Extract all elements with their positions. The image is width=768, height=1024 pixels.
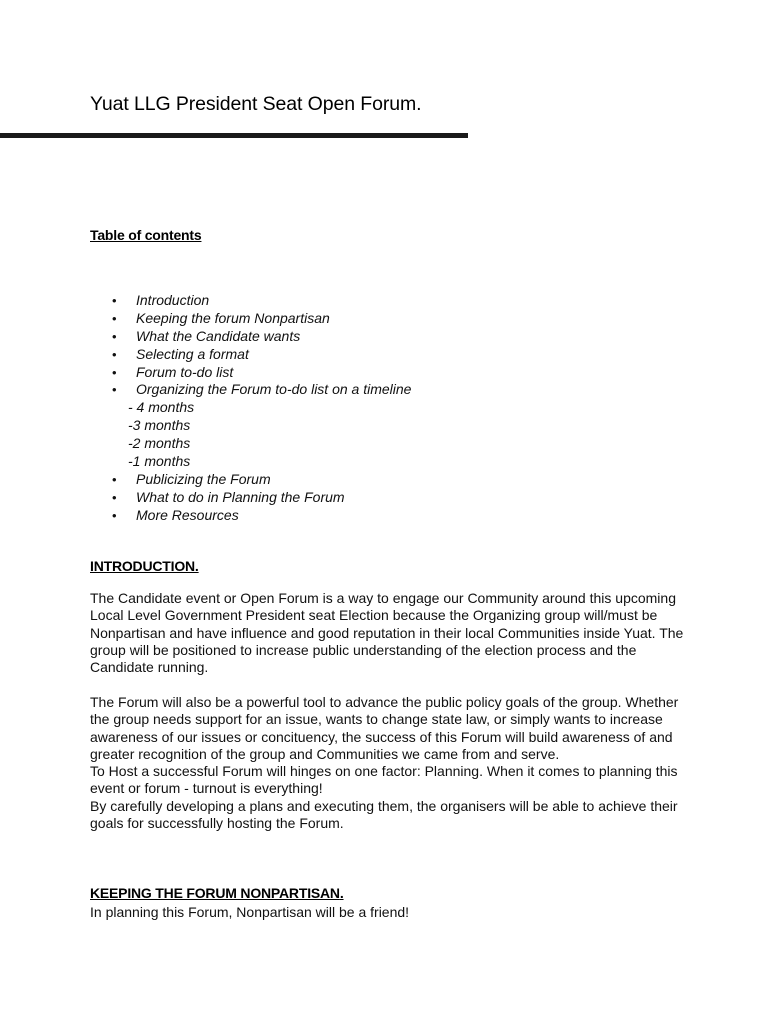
title-underline-rule [0,133,468,138]
bullet-icon: • [112,310,117,326]
bullet-icon: • [112,293,117,308]
bullet-icon: • [112,364,117,380]
toc-item [90,381,690,399]
paragraph-line: group will be positioned to increase public understanding of the election process and the [90,641,637,658]
toc-item-label: More Resources [136,506,239,523]
paragraph-line: To Host a successful Forum will hinges on one factor: Planning. When it comes to planning this [90,763,678,780]
paragraph-line: goals for successfully hosting the Forum. [90,815,344,832]
toc-subitem-label: -3 months [128,417,191,434]
toc-item [90,328,690,346]
toc-item [90,435,690,453]
toc-heading: Table of contents [90,227,202,243]
toc-item-label: Organizing the Forum to-do list on a timeline [136,381,412,398]
toc-item-label: Selecting a format [136,345,249,362]
bullet-icon: • [112,507,117,523]
paragraph-line: awareness of our issues or concituency, the success of this Forum will build awareness of and [90,728,673,745]
introduction-paragraph-2 [90,694,690,832]
toc-item-label: What the Candidate wants [136,327,301,344]
bullet-icon: • [112,346,117,362]
toc-item-label: What to do in Planning the Forum [136,488,345,505]
toc-item [90,399,690,417]
toc-item [90,507,690,525]
paragraph-line: Candidate running. [90,659,209,676]
paragraph-line: Nonpartisan and have influence and good reputation in their local Communities inside Yuat. The [90,624,684,641]
toc-item-label: Publicizing the Forum [136,470,271,487]
document-title: Yuat LLG President Seat Open Forum. [90,93,422,115]
bullet-icon: • [112,328,117,344]
introduction-heading: INTRODUCTION. [90,558,199,574]
paragraph-line: The Candidate event or Open Forum is a way to engage our Community around this upcoming [90,590,676,606]
toc-subitem-label: -1 months [128,453,191,470]
toc-item [90,471,690,489]
paragraph-line: the group needs support for an issue, wants to change state law, or simply wants to increase [90,711,663,728]
toc-item [90,417,690,435]
nonpartisan-heading [90,885,344,901]
paragraph-line: event or forum - turnout is everything! [90,780,323,797]
toc-item [90,292,690,310]
toc-item-label: Keeping the forum Nonpartisan [136,309,330,326]
toc-item [90,364,690,382]
toc-item-label: Forum to-do list [136,363,234,380]
introduction-paragraph-1 [90,590,690,676]
nonpartisan-heading-period: . [339,885,344,901]
nonpartisan-heading-text: KEEPING THE FORUM NONPARTISAN [90,885,340,901]
toc-subitem-label: - 4 months [128,399,195,416]
paragraph-line: By carefully developing a plans and executing them, the organisers will be able to achieve their [90,797,678,814]
paragraph-line: Local Level Government President seat Election because the Organizing group will/must be [90,607,658,624]
table-of-contents [90,292,690,525]
toc-subitem-label: -2 months [128,435,191,452]
paragraph-line: In planning this Forum, Nonpartisan will be a friend! [90,904,410,920]
toc-item-label: Introduction [136,292,210,308]
toc-item [90,346,690,364]
bullet-icon: • [112,382,117,398]
bullet-icon: • [112,471,117,487]
paragraph-line: greater recognition of the group and Communities we came from and serve. [90,745,560,762]
toc-item [90,489,690,507]
bullet-icon: • [112,489,117,505]
paragraph-line: The Forum will also be a powerful tool to advance the public policy goals of the group. Whether [90,694,679,710]
toc-item [90,453,690,471]
toc-item [90,310,690,328]
nonpartisan-paragraph [90,904,690,921]
